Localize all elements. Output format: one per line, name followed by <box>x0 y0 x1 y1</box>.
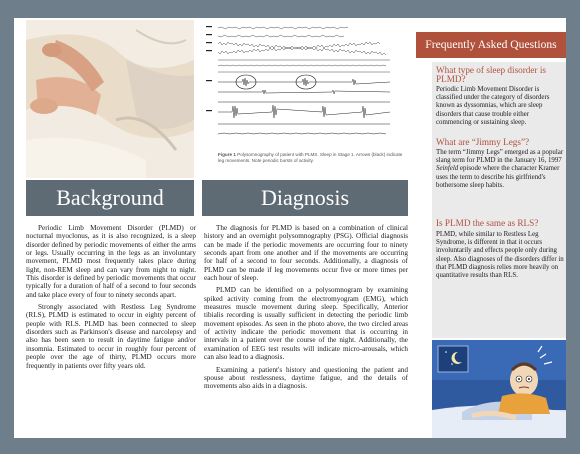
background-paragraph: Periodic Limb Movement Disorder (PLMD) or nocturnal myoclonus, as it is also recognized, is a sleep disorder defined by periodic movements of either the arms or legs. Usually occurring in the legs as an involuntary movement, PLMD most frequently takes place during light, non-REM sleep and can vary from night to night. This disorder is defined by periodic movements that occur typically for a duration of half of a second to four seconds and take place every of four to ninety seconds apart. <box>26 224 196 299</box>
background-heading: Background <box>26 180 194 216</box>
diagnosis-paragraph: Examining a patient's history and questioning the patient and spouse about restlessness, daytime fatigue, and the details of movements also aids in a diagnosis. <box>204 365 408 391</box>
faq-header: Frequently Asked Questions <box>416 32 566 58</box>
faq-answer-text: The term “Jimmy Legs” emerged as a popular slang term for PLMD in the January 16, 1997 <box>436 149 564 165</box>
faq-answer <box>436 149 564 190</box>
bed-legs-image <box>26 20 194 178</box>
faq-question: Is PLMD the same as RLS? <box>436 218 539 228</box>
faq-answer: PLMD, while similar to Restless Leg Syndrome, is different in that it occurs involuntarily and effects people only during sleep. Also diagnoses of the disorders differ in that PLMD diagnosis relies more heavily on quantitative results than RLS. <box>436 231 564 280</box>
figure-caption-text: Polysomnography of patient with PLMS. Sleep in Stage 1. Arrows (black) indicate leg movements. Note periodic bursts of activity. <box>218 152 403 163</box>
diagnosis-paragraph: The diagnosis for PLMD is based on a combination of clinical history and an overnight polysomnography (PSG). Official diagnosis can be made if the periodic movements are occurring four to ninety seconds apart from one another and if the movements are occurring for half of a second to four seconds. Additionally, a diagnosis of PLMD can be made if leg movements occur five or more times per each hour of sleep. <box>204 224 408 283</box>
bed-legs-photo <box>26 20 194 178</box>
sleepless-man-cartoon <box>432 340 566 438</box>
faq-answer-italic: Seinfeld <box>436 165 459 173</box>
faq-question: What type of sleep disorder is PLMD? <box>436 65 546 85</box>
polysomnography-figure <box>202 20 408 176</box>
polysomnogram-traces <box>202 20 408 152</box>
figure-caption-label: Figure 1 <box>218 152 236 157</box>
background-text <box>26 224 196 374</box>
background-paragraph: Strongly associated with Restless Leg Syndrome (RLS), PLMD is estimated to occur in eighty percent of people with RLS. PLMD has been connected to sleep disorders such as Parkinson's disease and narcolepsy and also has been seen to result in daytime fatigue and/or insomnia. Estimated to occur in roughly four percent of people over the age of thirty, PLMD occurs more frequently in patients over fifty years old. <box>26 303 196 370</box>
diagnosis-paragraph: PLMD can be identified on a polysomnogram by examining spiked activity coming from the electromyogram (EMG), which measures muscle movement during sleep. Specifically, Anterior tibialis recording is usually sufficient in detecting the periodic limb movement episodes. As seen in the photo above, the two circled areas of activity indicate the periodic movement that is occurring in intervals in a patient over the course of the night. Additionally, the examination of EEG test results will indicate micro-arousals, which can also lead to a diagnosis. <box>204 286 408 362</box>
cartoon-image <box>432 340 566 438</box>
faq-answer: Periodic Limb Movement Disorder is classified under the category of disorders known as dyssomnias, which are sleep disorders that cause trouble either commencing or sustaining sleep. <box>436 86 550 126</box>
diagnosis-text <box>204 224 408 395</box>
brochure-page <box>14 18 566 438</box>
diagnosis-heading: Diagnosis <box>202 180 408 216</box>
faq-question: What are “Jimmy Legs”? <box>436 137 530 147</box>
faq-answer-text: episode where the character Kramer uses the term to describe his girlfriend's bothersome sleep habits. <box>436 165 560 189</box>
figure-caption <box>218 152 404 163</box>
